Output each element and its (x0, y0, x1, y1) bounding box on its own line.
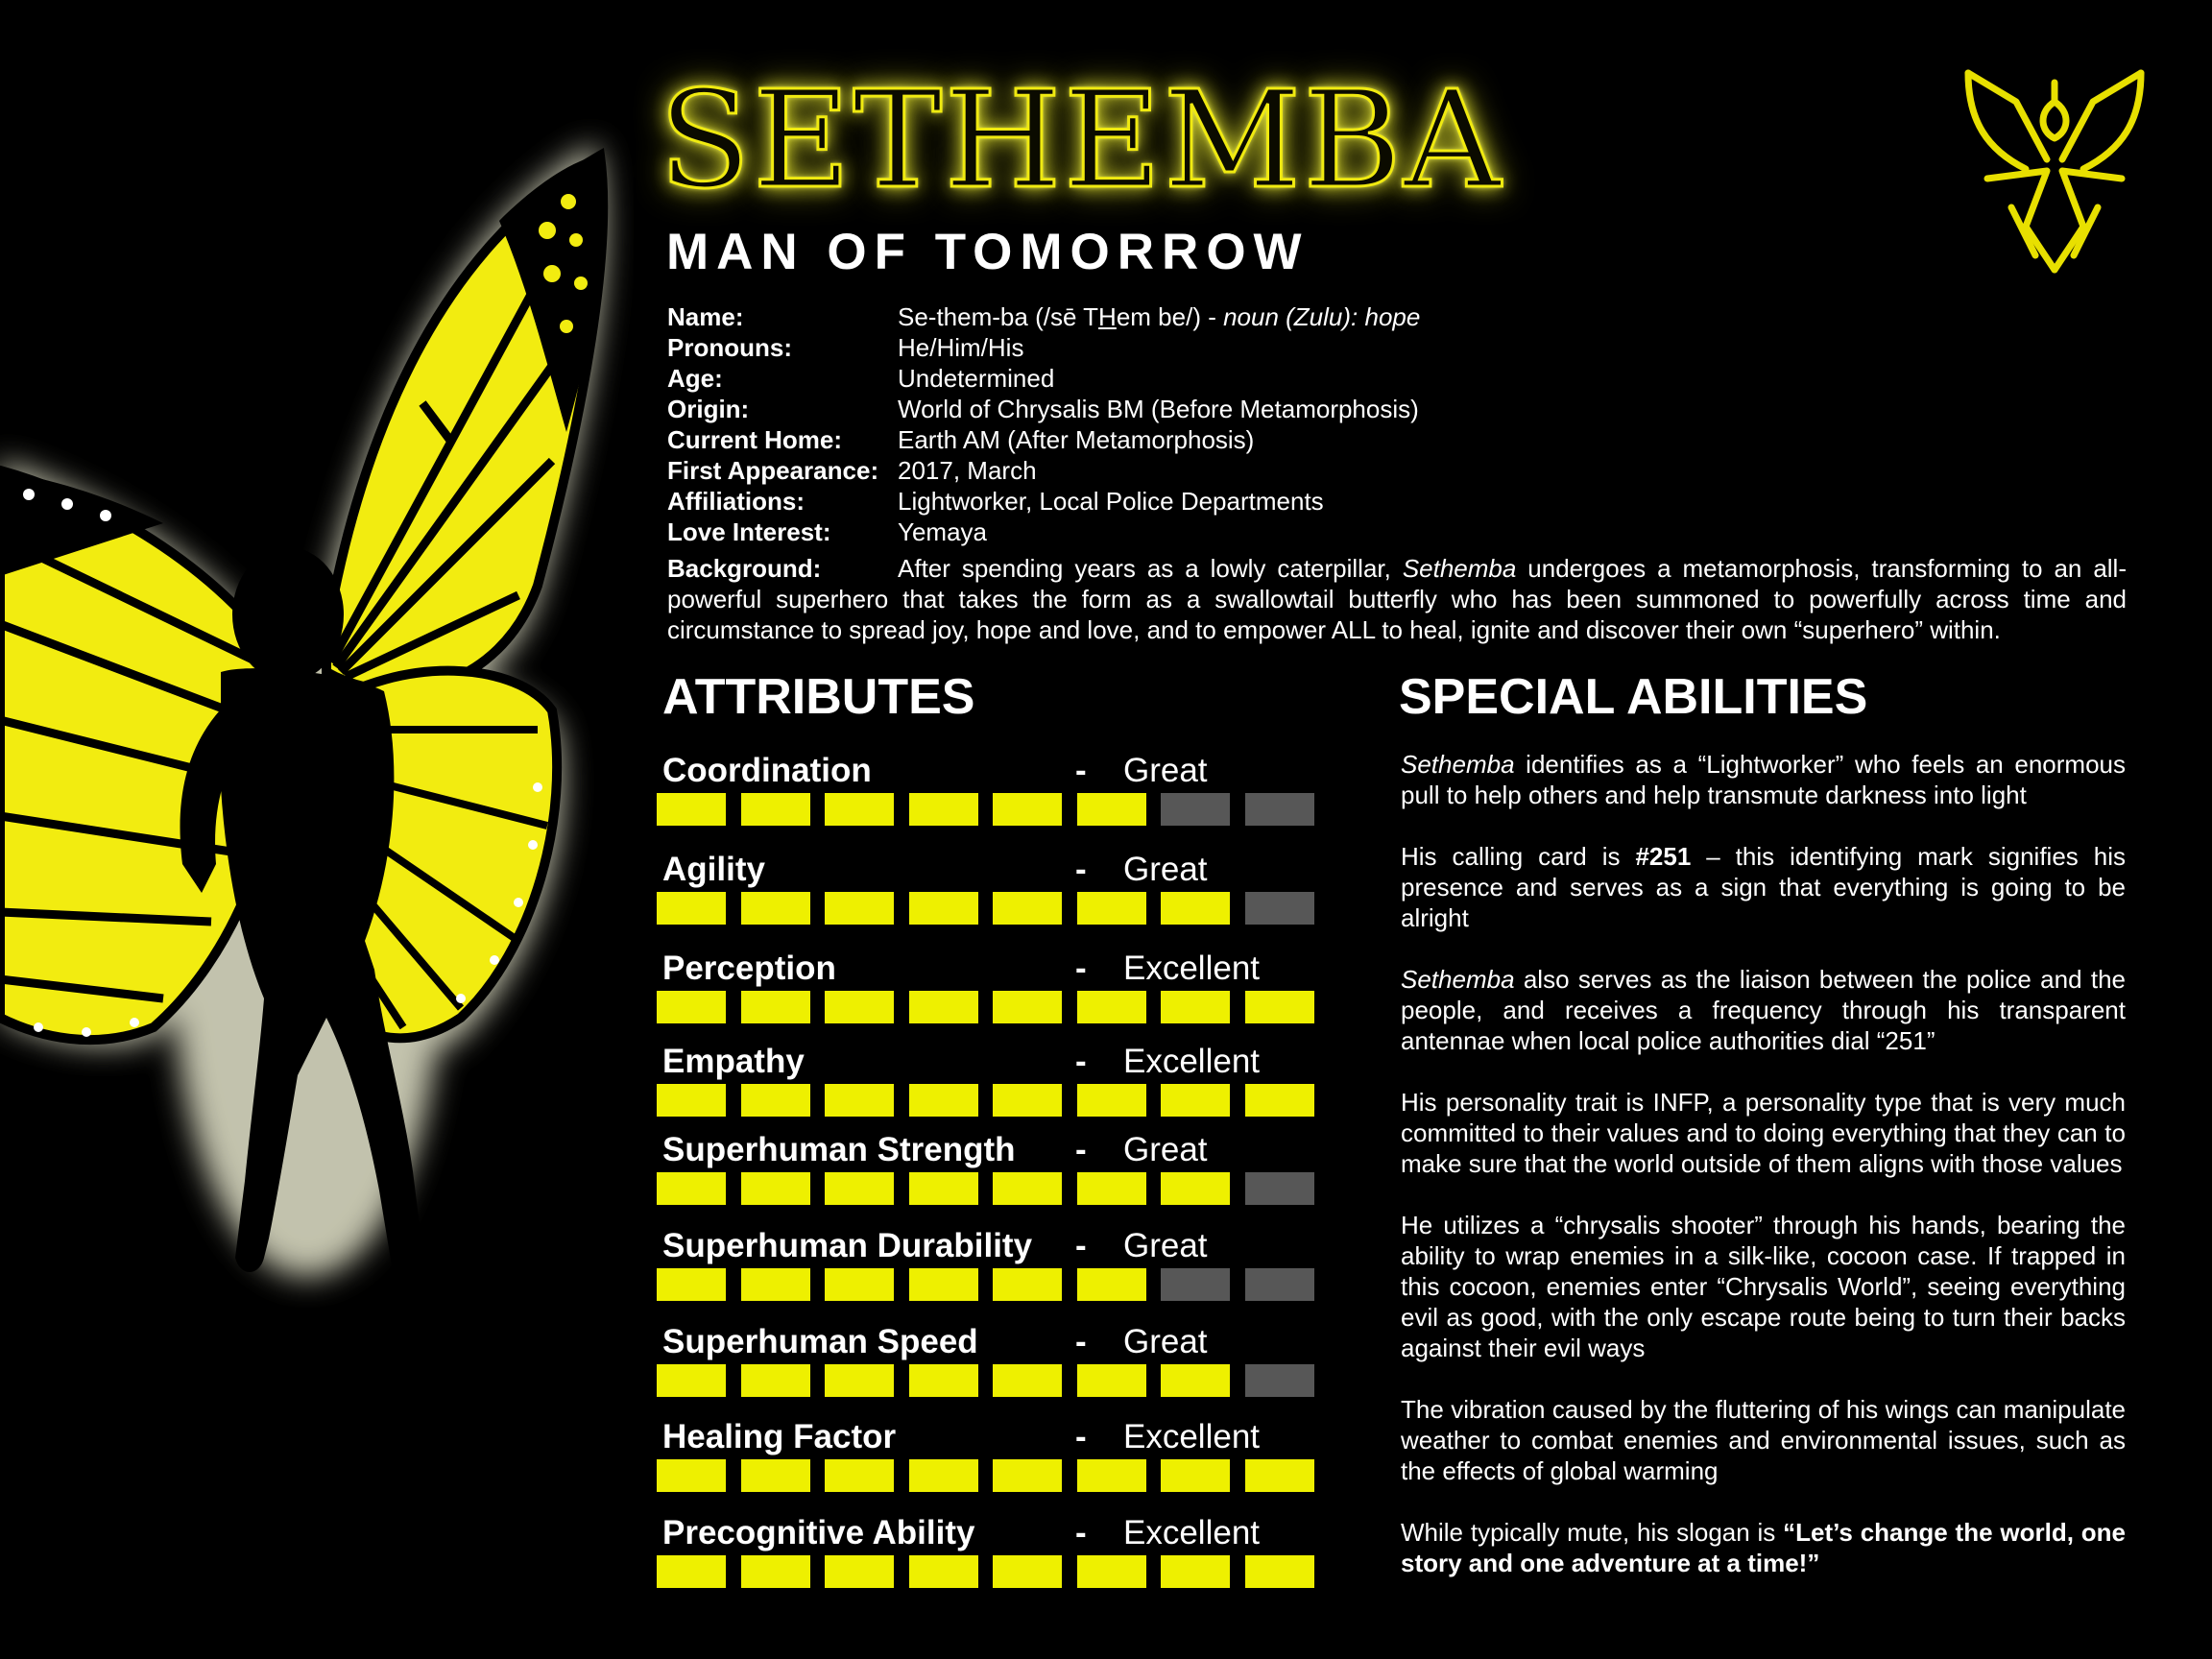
meter-segment-filled (1077, 892, 1146, 925)
attribute-meter (657, 793, 1313, 826)
meter-segment-filled (825, 1555, 894, 1588)
meter-segment-filled (741, 793, 810, 826)
meter-segment-filled (1161, 1555, 1230, 1588)
attribute-rating: Excellent (1123, 1043, 1261, 1080)
meter-segment-filled (825, 793, 894, 826)
meter-segment-filled (657, 1268, 726, 1301)
meter-segment-filled (825, 1364, 894, 1397)
hero-subtitle: MAN OF TOMORROW (666, 224, 1310, 280)
bio-value: Yemaya (898, 517, 987, 546)
attribute-dash: - (1075, 752, 1087, 789)
attribute-meter (657, 1084, 1313, 1117)
meter-segment-filled (1077, 1172, 1146, 1205)
meter-segment-filled (657, 991, 726, 1023)
attribute-meter (657, 892, 1313, 925)
attribute-rating: Great (1123, 1323, 1208, 1360)
meter-segment-filled (909, 1268, 978, 1301)
attribute-rating: Great (1123, 851, 1208, 888)
meter-segment-empty (1245, 1364, 1314, 1397)
ability-paragraph: His calling card is #251 – this identifying mark signifies his presence and serves as a sign that everything is going to be alright (1401, 842, 2126, 932)
meter-segment-filled (657, 793, 726, 826)
attribute-dash: - (1075, 851, 1087, 888)
butterfly-man-illustration (0, 0, 634, 1659)
hero-title: SETHEMBA (659, 62, 1503, 219)
attribute-name: Coordination (662, 752, 872, 789)
meter-segment-filled (1077, 1459, 1146, 1492)
meter-segment-filled (825, 1172, 894, 1205)
attribute-dash: - (1075, 950, 1087, 987)
attribute-name: Superhuman Speed (662, 1323, 978, 1360)
ability-paragraph: He utilizes a “chrysalis shooter” through his hands, bearing the ability to wrap enemies in a silk-like, cocoon case. If trapped in this cocoon, enemies enter “Chrysalis World”, seeing everything evil as good, with the only escape route being to turn their backs against their evil ways (1401, 1211, 2126, 1362)
bio-row-pronouns: Pronouns: He/Him/His (667, 333, 1024, 362)
meter-segment-filled (1077, 793, 1146, 826)
bio-value: Earth AM (After Metamorphosis) (898, 425, 1255, 454)
bio-row-love-interest: Love Interest: Yemaya (667, 517, 987, 546)
meter-segment-filled (741, 1268, 810, 1301)
meter-segment-empty (1245, 892, 1314, 925)
attribute-name: Perception (662, 950, 836, 987)
meter-segment-filled (741, 1084, 810, 1117)
meter-segment-filled (1077, 991, 1146, 1023)
meter-segment-filled (1161, 1172, 1230, 1205)
attribute-name: Superhuman Strength (662, 1131, 1016, 1168)
background-paragraph: Background: After spending years as a lowly caterpillar, Sethemba undergoes a metamorphosis, transforming to an all-powerful superhero that takes the form as a swallowtail butterfly who has been summoned to powerfully across time and circumstance to spread joy, hope and love, and to empower ALL to heal, ignite and discover their own “superhero” within. (667, 554, 2127, 644)
meter-segment-filled (741, 1459, 810, 1492)
meter-segment-filled (1161, 1364, 1230, 1397)
meter-segment-filled (657, 1459, 726, 1492)
bio-row-name (667, 301, 1420, 332)
meter-segment-filled (1077, 1364, 1146, 1397)
attribute-name: Precognitive Ability (662, 1514, 975, 1551)
meter-segment-filled (909, 1364, 978, 1397)
meter-segment-empty (1245, 793, 1314, 826)
attribute-rating: Great (1123, 752, 1208, 789)
meter-segment-filled (1245, 991, 1314, 1023)
meter-segment-filled (1077, 1084, 1146, 1117)
attribute-meter (657, 1555, 1313, 1588)
meter-segment-filled (909, 892, 978, 925)
meter-segment-filled (909, 793, 978, 826)
attribute-name: Healing Factor (662, 1418, 897, 1455)
meter-segment-empty (1161, 793, 1230, 826)
meter-segment-filled (993, 1555, 1062, 1588)
meter-segment-filled (909, 1172, 978, 1205)
attribute-rating: Great (1123, 1227, 1208, 1264)
meter-segment-filled (1245, 1555, 1314, 1588)
bio-value: He/Him/His (898, 333, 1024, 362)
attribute-dash: - (1075, 1514, 1087, 1551)
meter-segment-filled (909, 991, 978, 1023)
meter-segment-filled (657, 1172, 726, 1205)
meter-segment-empty (1245, 1172, 1314, 1205)
attribute-rating: Excellent (1123, 1514, 1261, 1551)
meter-segment-filled (1077, 1555, 1146, 1588)
meter-segment-filled (657, 892, 726, 925)
meter-segment-filled (825, 1268, 894, 1301)
attribute-dash: - (1075, 1323, 1087, 1360)
meter-segment-filled (1161, 1459, 1230, 1492)
bio-value: Undetermined (898, 364, 1055, 393)
meter-segment-filled (741, 1172, 810, 1205)
meter-segment-filled (993, 1459, 1062, 1492)
attribute-meter (657, 1364, 1313, 1397)
attribute-rating: Excellent (1123, 950, 1261, 987)
meter-segment-filled (993, 1364, 1062, 1397)
ability-paragraph: Sethemba identifies as a “Lightworker” who feels an enormous pull to help others and help transmute darkness into light (1401, 750, 2126, 809)
attributes-heading: ATTRIBUTES (662, 669, 975, 725)
attribute-meter (657, 1459, 1313, 1492)
meter-segment-filled (909, 1084, 978, 1117)
bio-key: Name: (667, 302, 744, 331)
meter-segment-filled (825, 991, 894, 1023)
attribute-name: Superhuman Durability (662, 1227, 1033, 1264)
bio-value-name: Se-them-ba (/sē THem be/) - noun (Zulu): hope (898, 302, 1421, 331)
meter-segment-filled (993, 793, 1062, 826)
ability-paragraph: Sethemba also serves as the liaison between the police and the people, and receives a frequency through his transparent antennae when local police authorities dial “251” (1401, 965, 2126, 1055)
meter-segment-filled (741, 892, 810, 925)
meter-segment-filled (1161, 1084, 1230, 1117)
bio-value: 2017, March (898, 456, 1037, 485)
meter-segment-filled (657, 1084, 726, 1117)
bio-value: Lightworker, Local Police Departments (898, 487, 1324, 516)
bio-row-affiliations: Affiliations: Lightworker, Local Police Departments (667, 487, 1324, 516)
special-abilities-heading: SPECIAL ABILITIES (1399, 669, 1868, 725)
bio-row-origin: Origin: World of Chrysalis BM (Before Metamorphosis) (667, 395, 1419, 423)
meter-segment-filled (825, 892, 894, 925)
bio-value: World of Chrysalis BM (Before Metamorphosis) (898, 395, 1419, 423)
meter-segment-filled (993, 991, 1062, 1023)
meter-segment-filled (741, 1555, 810, 1588)
attribute-meter (657, 1172, 1313, 1205)
attribute-rating: Excellent (1123, 1418, 1261, 1455)
attribute-dash: - (1075, 1227, 1087, 1264)
attribute-dash: - (1075, 1131, 1087, 1168)
meter-segment-filled (825, 1459, 894, 1492)
meter-segment-filled (657, 1555, 726, 1588)
attribute-meter (657, 991, 1313, 1023)
bio-row-current-home: Current Home: Earth AM (After Metamorphosis) (667, 425, 1255, 454)
ability-paragraph: The vibration caused by the fluttering of his wings can manipulate weather to combat enemies and environmental issues, such as the effects of global warming (1401, 1395, 2126, 1485)
butterfly-emblem-icon (1959, 63, 2151, 278)
attribute-name: Agility (662, 851, 765, 888)
meter-segment-filled (909, 1555, 978, 1588)
attribute-meter (657, 1268, 1313, 1301)
meter-segment-filled (993, 892, 1062, 925)
attribute-name: Empathy (662, 1043, 805, 1080)
meter-segment-filled (993, 1172, 1062, 1205)
special-abilities-text (1401, 749, 2126, 1609)
bio-row-age: Age: Undetermined (667, 364, 1055, 393)
meter-segment-filled (1161, 892, 1230, 925)
ability-slogan: While typically mute, his slogan is “Let’s change the world, one story and one adventure at a time!” (1401, 1518, 2126, 1577)
meter-segment-filled (909, 1459, 978, 1492)
meter-segment-filled (825, 1084, 894, 1117)
attribute-dash: - (1075, 1043, 1087, 1080)
meter-segment-filled (1077, 1268, 1146, 1301)
ability-paragraph: His personality trait is INFP, a personality type that is very much committed to their values and to doing everything that they can to make sure that the world outside of them aligns with those values (1401, 1088, 2126, 1178)
attribute-dash: - (1075, 1418, 1087, 1455)
meter-segment-filled (741, 991, 810, 1023)
attribute-rating: Great (1123, 1131, 1208, 1168)
meter-segment-filled (993, 1268, 1062, 1301)
meter-segment-filled (993, 1084, 1062, 1117)
meter-segment-empty (1161, 1268, 1230, 1301)
meter-segment-filled (1245, 1459, 1314, 1492)
meter-segment-filled (1161, 991, 1230, 1023)
meter-segment-filled (657, 1364, 726, 1397)
meter-segment-filled (741, 1364, 810, 1397)
meter-segment-filled (1245, 1084, 1314, 1117)
bio-row-first-appearance: First Appearance: 2017, March (667, 456, 1037, 485)
meter-segment-empty (1245, 1268, 1314, 1301)
